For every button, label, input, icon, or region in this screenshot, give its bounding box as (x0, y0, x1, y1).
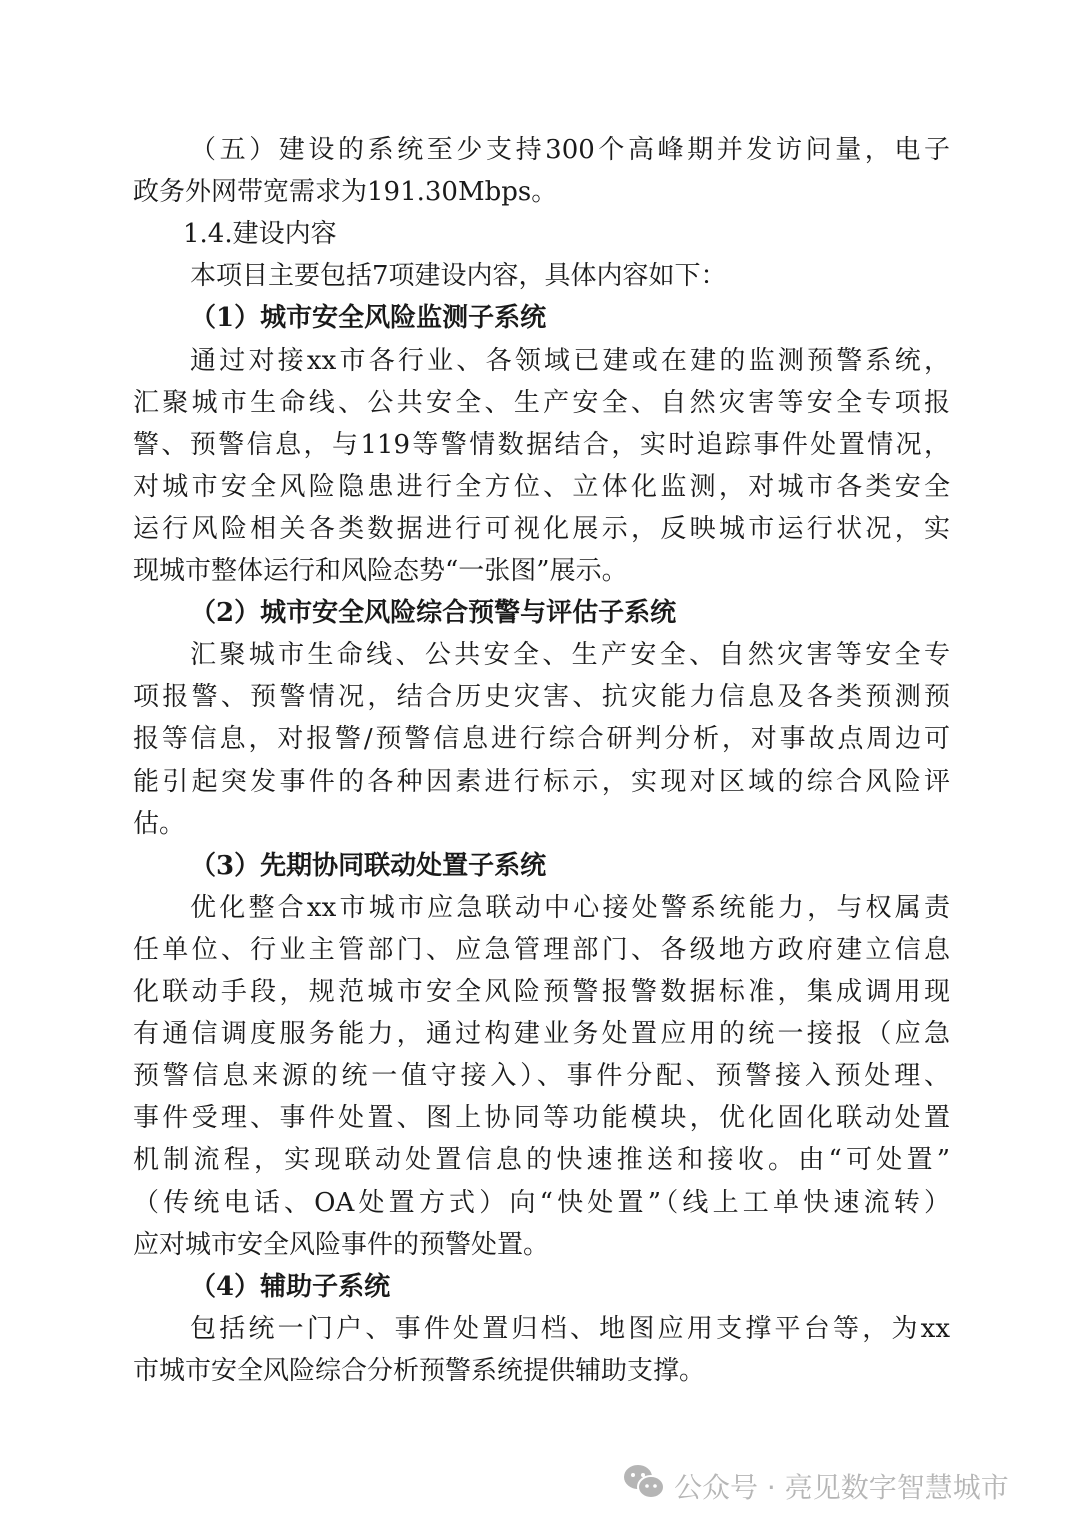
text-line: 包括统一门户、事件处置归档、地图应用支撑平台等，为xx (190, 1313, 950, 1344)
text-line: 优化整合xx市城市应急联动中心接处警系统能力，与权属责 (190, 892, 950, 923)
text-line: 任单位、行业主管部门、应急管理部门、各级地方政府建立信息 (133, 934, 950, 965)
section-heading: （4）辅助子系统 (190, 1271, 391, 1302)
text-line: 汇聚城市生命线、公共安全、生产安全、自然灾害等安全专 (190, 640, 950, 671)
text-line: 项报警、预警情况，结合历史灾害、抗灾能力信息及各类预测预 (133, 682, 950, 713)
text-line: 有通信调度服务能力，通过构建业务处置应用的统一接报（应急 (133, 1019, 950, 1050)
text-line: 1.4.建设内容 (183, 219, 337, 250)
text-line: 报等信息，对报警/预警信息进行综合研判分析，对事故点周边可 (133, 724, 950, 755)
text-line: 预警信息来源的统一值守接入）、事件分配、预警接入预处理、 (133, 1061, 950, 1092)
text-line: 化联动手段，规范城市安全风险预警报警数据标准，集成调用现 (133, 977, 950, 1007)
text-line: 警、预警信息，与119等警情数据结合，实时追踪事件处置情况， (133, 429, 950, 460)
text-line: 估。 (133, 808, 186, 839)
text-line: 本项目主要包括7项建设内容，具体内容如下： (190, 261, 727, 292)
text-line: 运行风险相关各类数据进行可视化展示，反映城市运行状况，实 (133, 513, 950, 544)
text-line: 应对城市安全风险事件的预警处置。 (133, 1229, 550, 1260)
text-line: 事件受理、事件处置、图上协同等功能模块，优化固化联动处置 (133, 1103, 950, 1134)
text-line: 政务外网带宽需求为191.30Mbps。 (133, 177, 558, 208)
watermark-text: 公众号 · 亮见数字智慧城市 (674, 1470, 1009, 1504)
text-line: （五）建设的系统至少支持300个高峰期并发访问量，电子 (190, 135, 950, 165)
text-line: 汇聚城市生命线、公共安全、生产安全、自然灾害等安全专项报 (133, 387, 950, 418)
section-heading: （1）城市安全风险监测子系统 (190, 303, 547, 334)
section-heading: （2）城市安全风险综合预警与评估子系统 (190, 598, 677, 629)
text-line: （传统电话、OA处置方式）向“快处置”（线上工单快速流转） (133, 1187, 950, 1218)
text-line: 机制流程，实现联动处置信息的快速推送和接收。由“可处置” (133, 1145, 950, 1176)
text-line: 通过对接xx市各行业、各领域已建或在建的监测预警系统， (190, 345, 950, 376)
wechat-icon (622, 1462, 666, 1509)
text-line: 对城市安全风险隐患进行全方位、立体化监测，对城市各类安全 (133, 471, 950, 502)
text-line: 现城市整体运行和风险态势“一张图”展示。 (133, 556, 628, 586)
section-heading: （3）先期协同联动处置子系统 (190, 850, 547, 881)
text-line: 能引起突发事件的各种因素进行标示，实现对区域的综合风险评 (133, 766, 950, 797)
text-line: 市城市安全风险综合分析预警系统提供辅助支撑。 (133, 1355, 706, 1386)
watermark (622, 1462, 1009, 1509)
